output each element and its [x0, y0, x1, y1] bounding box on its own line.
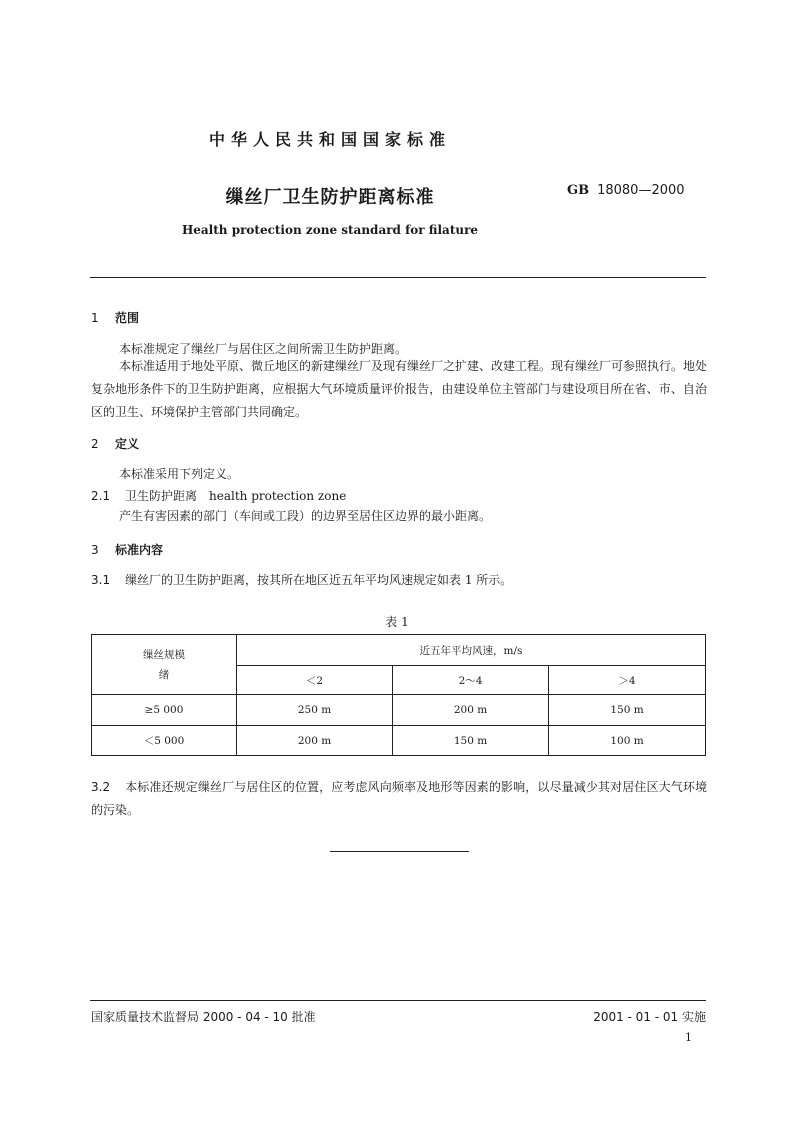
section-1-paragraph-1: 本标准规定了缫丝厂与居住区之间所需卫生防护距离。: [119, 342, 408, 356]
table-cell: 100 m: [549, 726, 706, 756]
row-header-line-1: 缫丝规模: [143, 648, 185, 661]
table-cell: 200 m: [393, 695, 549, 726]
definition-2-1-english: health protection zone: [209, 489, 347, 503]
row-header-cell: [92, 635, 237, 695]
definition-2-1: [91, 487, 346, 504]
standard-code: [567, 183, 685, 198]
section-2-paragraph-1: 本标准采用下列定义。: [119, 467, 240, 481]
table-cell: 150 m: [549, 695, 706, 726]
header-divider: [90, 277, 706, 278]
row-label: ≥5 000: [92, 695, 237, 726]
row-label: ＜5 000: [92, 726, 237, 756]
document-title: 缫丝厂卫生防护距离标准: [225, 187, 435, 208]
end-of-text-line: [330, 851, 469, 852]
footer-divider: [90, 1000, 706, 1001]
table-cell: 250 m: [237, 695, 393, 726]
section-2-heading: [91, 435, 139, 452]
definition-2-1-term: 卫生防护距离: [125, 489, 198, 503]
definition-2-1-text: 产生有害因素的部门（车间或工段）的边界至居住区边界的最小距离。: [119, 509, 492, 523]
clause-3-1-number: 3.1: [91, 573, 111, 587]
wind-speed-distance-table: [91, 634, 706, 756]
section-1-number: 1: [91, 311, 99, 325]
clause-3-2-text: 本标准还规定缫丝厂与居住区的位置，应考虑风向频率及地形等因素的影响，以尽量减少其对居住区大气环境的污染。: [91, 780, 707, 817]
page-number: 1: [685, 1031, 692, 1044]
group-header-cell: 近五年平均风速，m/s: [237, 635, 706, 666]
section-3-heading: [91, 541, 163, 558]
table-header-row: [92, 635, 706, 666]
table-cell: 150 m: [393, 726, 549, 756]
section-2-title: 定义: [115, 437, 140, 451]
row-header-line-2: 绪: [158, 668, 170, 681]
standard-code-prefix: GB: [567, 183, 590, 198]
column-header: ＞4: [549, 666, 706, 695]
table-cell: 200 m: [237, 726, 393, 756]
section-1-heading: [91, 309, 139, 326]
definition-2-1-number: 2.1: [91, 489, 111, 503]
clause-3-1-text: 缫丝厂的卫生防护距离，按其所在地区近五年平均风速规定如表 1 所示。: [125, 573, 513, 587]
clause-3-1: [91, 571, 512, 588]
section-3-title: 标准内容: [115, 543, 164, 557]
english-title: Health protection zone standard for filature: [181, 223, 479, 237]
clause-3-2-number: 3.2: [91, 780, 111, 794]
column-header: ＜2: [237, 666, 393, 695]
section-2-number: 2: [91, 437, 99, 451]
section-3-number: 3: [91, 543, 99, 557]
section-1-paragraph-2: 本标准适用于地处平原、微丘地区的新建缫丝厂及现有缫丝厂之扩建、改建工程。现有缫丝厂可参照执行。地处复杂地形条件下的卫生防护距离，应根据大气环境质量评价报告，由建设单位主管部门与建设项目所在省、市、自治区的卫生、环境保护主管部门共同确定。: [91, 359, 708, 419]
approval-statement: 国家质量技术监督局 2000 - 04 - 10 批准: [91, 1010, 316, 1024]
table-row: [92, 726, 706, 756]
implementation-date: 2001 - 01 - 01 实施: [593, 1010, 706, 1024]
national-standard-label: 中华人民共和国国家标准: [208, 130, 451, 149]
section-1-title: 范围: [115, 311, 140, 325]
column-header: 2～4: [393, 666, 549, 695]
table-caption: 表 1: [385, 615, 409, 629]
table-row: [92, 695, 706, 726]
standard-code-number: 18080—2000: [597, 183, 685, 198]
clause-3-2: [91, 776, 707, 822]
